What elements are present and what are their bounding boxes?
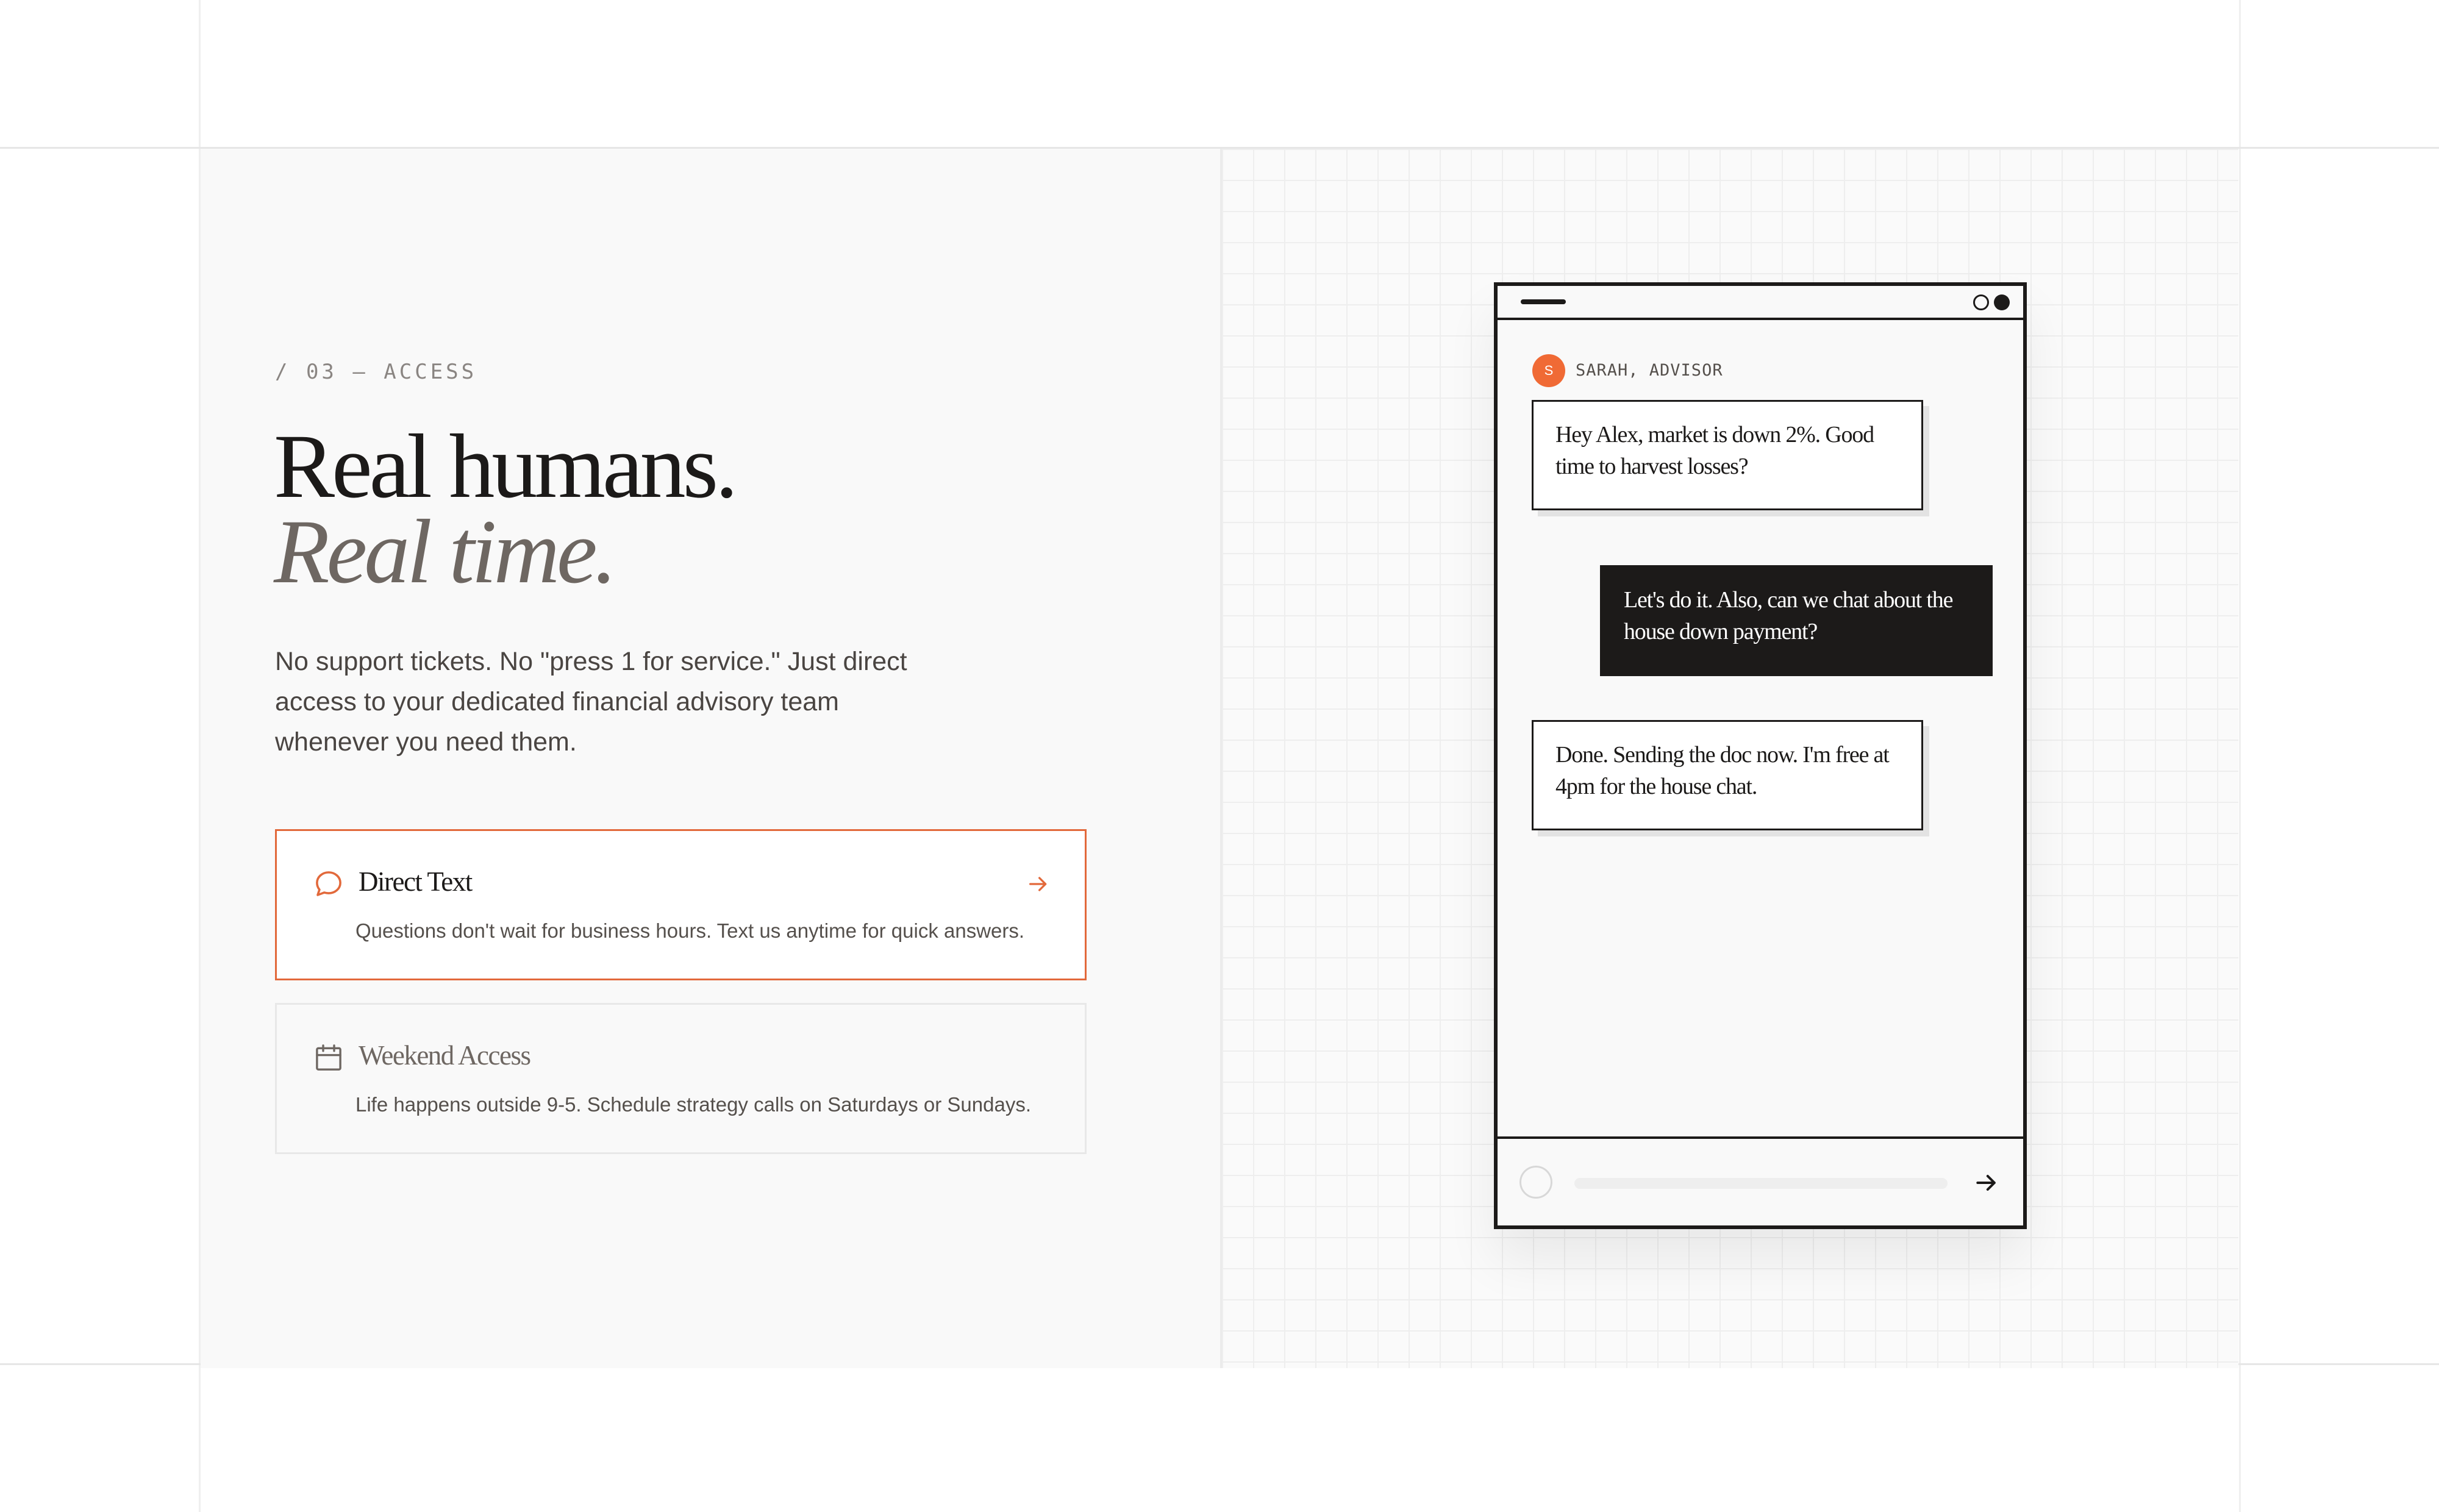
message-outgoing: Let's do it. Also, can we chat about the house down payment? [1600,565,1993,676]
section-tag: / 03 — ACCESS [275,360,477,384]
speaker-icon [1521,299,1566,304]
frame-line-right [2239,0,2241,1512]
camera-ring-icon [1973,294,1989,310]
chat-bubble-icon [312,868,345,900]
feature-card-weekend-access[interactable] [275,1003,1087,1154]
send-arrow-icon[interactable] [1973,1169,2000,1196]
avatar: S [1532,354,1565,387]
feature-card-direct-text[interactable] [275,829,1087,980]
message-input[interactable] [1574,1178,1948,1189]
message-composer [1498,1136,2023,1225]
arrow-right-icon [1026,872,1051,896]
feature-description: Questions don't wait for business hours. Text us anytime for quick answers. [355,919,1025,942]
headline-secondary: Real time. [274,501,615,602]
calendar-icon [312,1041,345,1074]
sender-name: SARAH, ADVISOR [1576,361,1723,380]
phone-mockup [1494,282,2027,1229]
phone-status-bar [1498,286,2023,320]
intro-paragraph: No support tickets. No "press 1 for service." Just direct access to your dedicated financial advisory team whenever you need them. [275,647,907,757]
feature-title: Weekend Access [359,1040,530,1071]
attach-icon[interactable] [1519,1166,1552,1199]
headline-primary: Real humans. [274,416,735,517]
message-incoming: Done. Sending the doc now. I'm free at 4pm for the house chat. [1532,720,1923,830]
feature-description: Life happens outside 9-5. Schedule strategy calls on Saturdays or Sundays. [355,1093,1032,1116]
camera-dot-icon [1994,294,2010,310]
feature-title: Direct Text [359,866,472,897]
message-incoming: Hey Alex, market is down 2%. Good time to harvest losses? [1532,400,1923,510]
